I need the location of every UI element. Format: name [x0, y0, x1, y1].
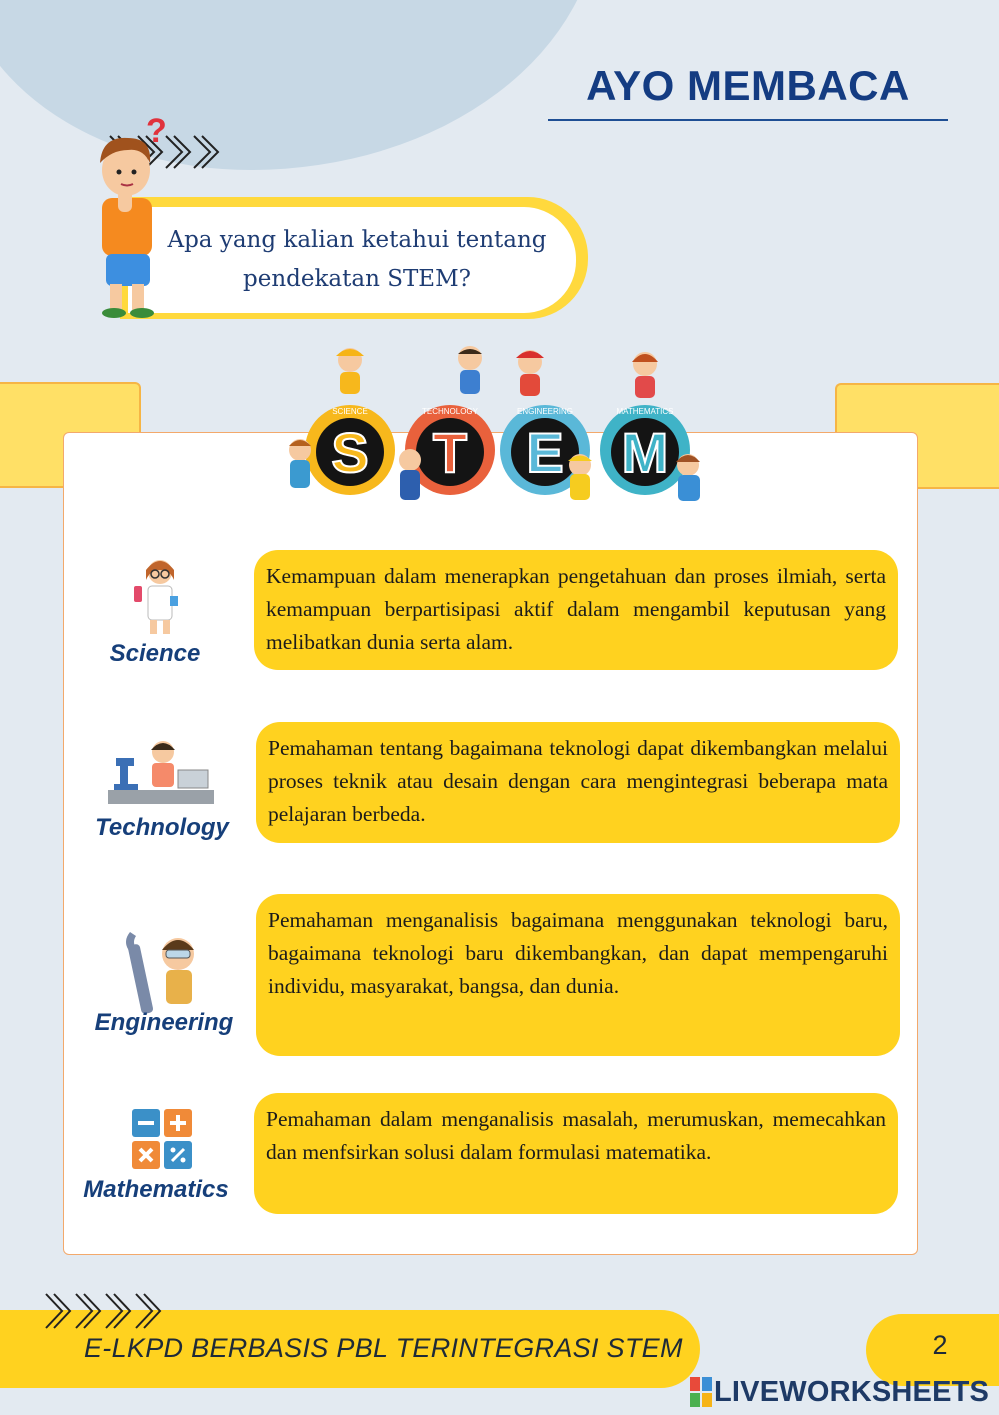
footer-title: E-LKPD BERBASIS PBL TERINTEGRASI STEM [84, 1333, 683, 1363]
scientist-icon [130, 556, 184, 640]
stem-banner [280, 340, 720, 525]
microscope-laptop-icon [108, 738, 216, 808]
title-underline [548, 119, 948, 121]
card-engineering-text: Pemahaman menganalisis bagaimana menggunakan teknologi baru, bagaimana teknologi baru dikembangkan, dan dapat mempengaruhi individu, masyarakat, bangsa, dan dunia. [256, 894, 900, 1056]
card-science-text: Kemampuan dalam menerapkan pengetahuan dan proses ilmiah, serta kemampuan berpartisipasi aktif dalam mengambil keputusan yang melibatkan dunia serta alam. [254, 550, 898, 670]
liveworksheets-logo-icon [690, 1377, 712, 1407]
card-mathematics-text: Pemahaman dalam menganalisis masalah, merumuskan, memecahkan dan menfsirkan solusi dalam formulasi matematika. [254, 1093, 898, 1214]
row-label-engineering: Engineering [94, 1009, 234, 1036]
page-number: 2 [932, 1330, 948, 1360]
stem-arc-label-mathematics: MATHEMATICS [616, 407, 674, 416]
wrench-engineer-icon [120, 926, 204, 1018]
page-title: AYO MEMBACA [586, 62, 910, 109]
stem-arc-label-technology: TECHNOLOGY [421, 407, 479, 416]
row-label-technology: Technology [95, 814, 229, 841]
question-line-1: Apa yang kalian ketahui tentang [167, 227, 547, 253]
card-technology-text: Pemahaman tentang bagaimana teknologi dapat dikembangkan melalui proses teknik atau desain dengan cara mengintegrasi beberapa mata pelajaran berbeda. [256, 722, 900, 843]
row-label-mathematics: Mathematics [83, 1176, 229, 1203]
stem-letter-t: T [432, 421, 468, 484]
stem-letter-e: E [526, 421, 564, 484]
stem-arc-label-science: SCIENCE [332, 407, 368, 416]
liveworksheets-watermark: LIVEWORKSHEETS [714, 1375, 990, 1408]
svg-text:?: ? [146, 112, 167, 150]
question-line-2: pendekatan STEM? [243, 266, 471, 292]
liveworksheets-logo[interactable] [690, 1375, 990, 1409]
stem-circle-s [305, 405, 395, 495]
stem-letter-s: S [331, 421, 369, 484]
stem-arc-label-engineering: ENGINEERING [516, 407, 574, 416]
question-text [128, 207, 576, 313]
stem-letter-m: M [621, 421, 669, 484]
thinking-boy-icon [88, 108, 170, 323]
stem-circle-m [600, 405, 690, 495]
math-operators-icon [132, 1109, 194, 1171]
chevrons-icon [44, 1290, 168, 1332]
row-label-science: Science [109, 640, 201, 667]
